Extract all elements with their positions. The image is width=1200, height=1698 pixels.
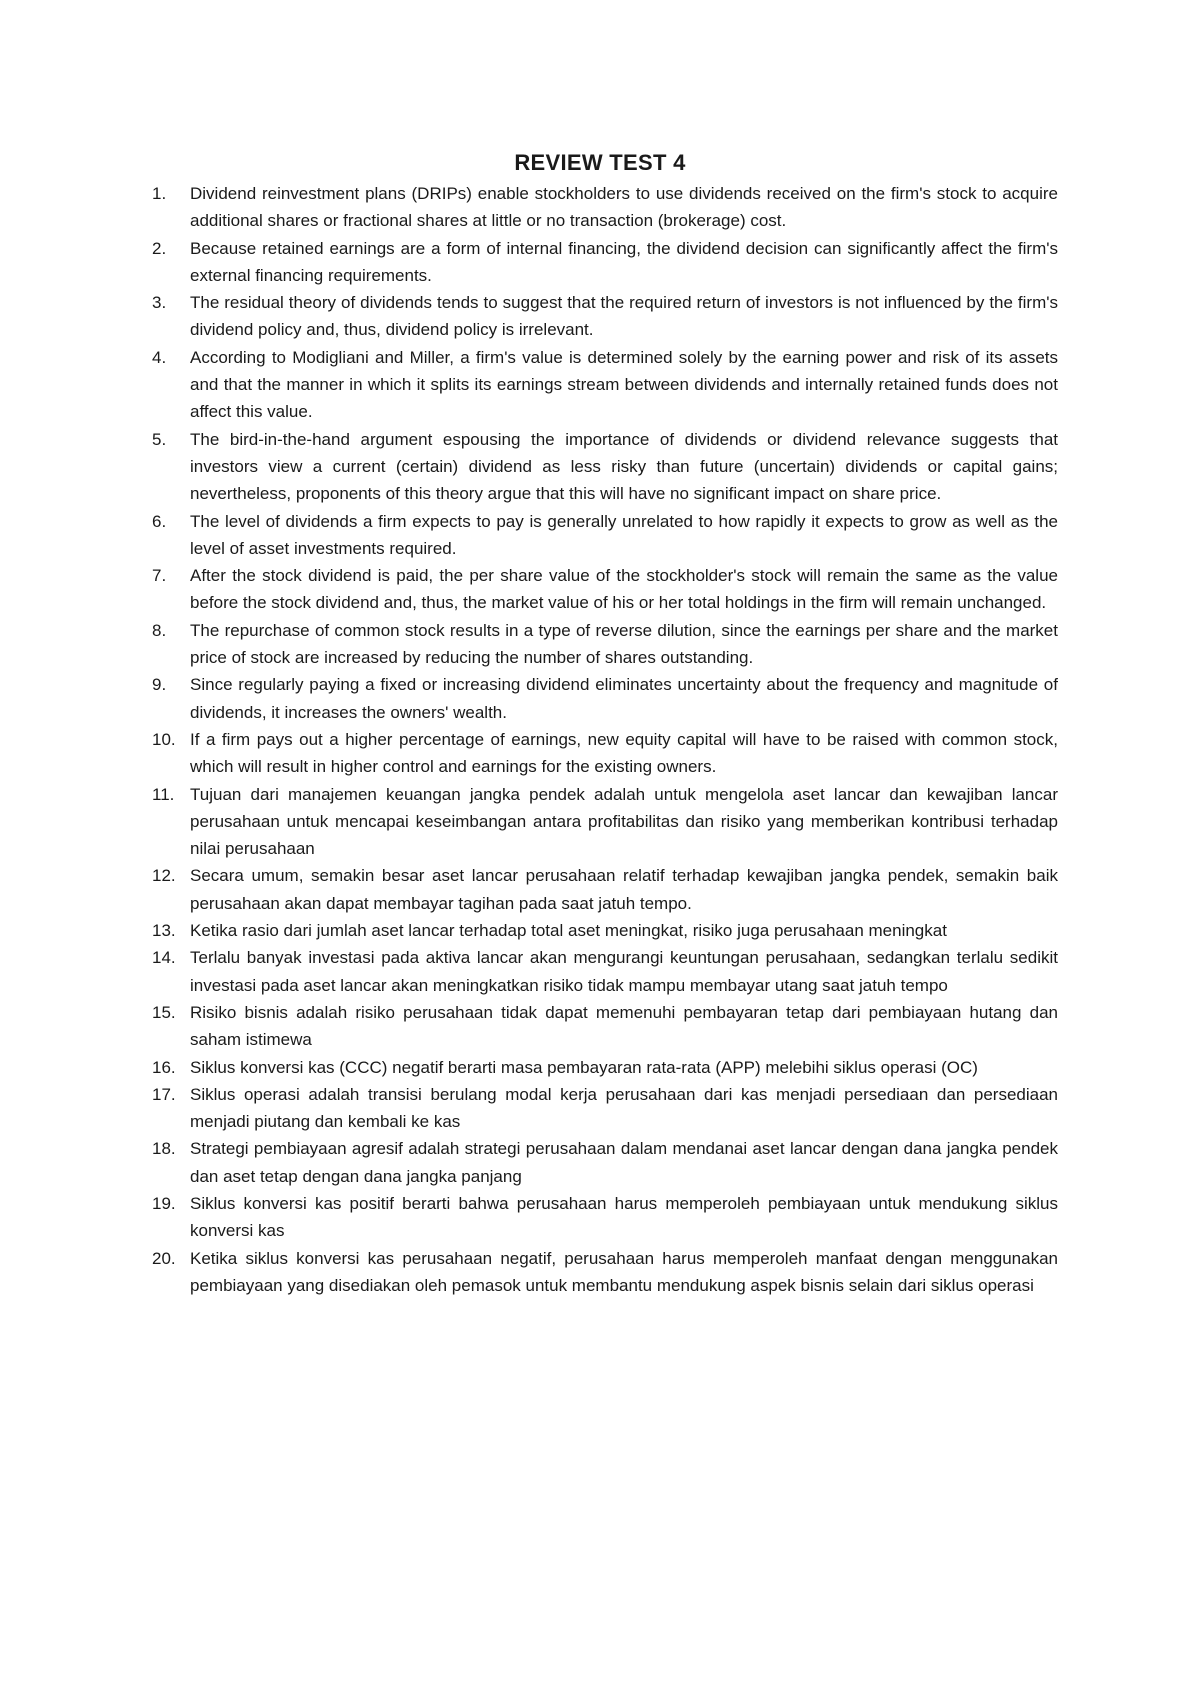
question-number: 19. xyxy=(152,1193,176,1213)
question-item xyxy=(152,289,1058,344)
question-number: 4. xyxy=(152,347,167,367)
question-text: Ketika siklus konversi kas perusahaan negatif, perusahaan harus memperoleh manfaat dengan menggunakan pembiayaan yang disediakan oleh pemasok untuk membantu mendukung aspek bisnis selain dari siklus operasi xyxy=(190,1248,1058,1295)
page-title: REVIEW TEST 4 xyxy=(514,150,686,175)
question-text: Terlalu banyak investasi pada aktiva lancar akan mengurangi keuntungan perusahaan, sedangkan terlalu sedikit investasi pada aset lancar akan meningkatkan risiko tidak mampu membayar utang saat jatuh tempo xyxy=(190,948,1058,995)
question-number: 12. xyxy=(152,866,176,886)
question-item xyxy=(152,617,1058,672)
question-text: If a firm pays out a higher percentage of earnings, new equity capital will have to be raised with common stock, which will result in higher control and earnings for the existing owners. xyxy=(190,729,1058,777)
question-item xyxy=(152,1135,1058,1190)
question-text: The level of dividends a firm expects to pay is generally unrelated to how rapidly it expects to grow as well as the level of asset investments required. xyxy=(190,511,1058,558)
question-number: 9. xyxy=(152,675,167,695)
question-text: Siklus konversi kas (CCC) negatif berarti masa pembayaran rata-rata (APP) melebihi siklus operasi (OC) xyxy=(190,1057,978,1077)
question-text: The residual theory of dividends tends to suggest that the required return of investors is not influenced by the firm's dividend policy and, thus, dividend policy is irrelevant. xyxy=(190,293,1058,340)
question-number: 5. xyxy=(152,429,167,449)
question-item xyxy=(152,862,1058,917)
question-text: Because retained earnings are a form of internal financing, the dividend decision can significantly affect the firm's external financing requirements. xyxy=(190,238,1058,285)
question-item xyxy=(152,426,1058,508)
question-text: Siklus konversi kas positif berarti bahwa perusahaan harus memperoleh pembiayaan untuk mendukung siklus konversi kas xyxy=(190,1193,1058,1241)
question-number: 20. xyxy=(152,1248,176,1268)
question-text: Siklus operasi adalah transisi berulang modal kerja perusahaan dari kas menjadi persediaan dan persediaan menjadi piutang dan kembali ke kas xyxy=(190,1084,1058,1132)
question-item xyxy=(152,508,1058,563)
question-text: According to Modigliani and Miller, a firm's value is determined solely by the earning power and risk of its assets and that the manner in which it splits its earnings stream between dividends and internally retained funds does not affect this value. xyxy=(190,347,1058,422)
question-number: 16. xyxy=(152,1057,176,1077)
question-text: Dividend reinvestment plans (DRIPs) enable stockholders to use dividends received on the firm's stock to acquire additional shares or fractional shares at little or no transaction (brokerage) cost. xyxy=(190,184,1058,231)
question-item xyxy=(152,726,1058,781)
question-text: After the stock dividend is paid, the per share value of the stockholder's stock will remain the same as the value before the stock dividend and, thus, the market value of his or her total holdings in the firm will remain unchanged. xyxy=(190,566,1058,613)
question-number: 17. xyxy=(152,1084,176,1104)
question-item xyxy=(152,1081,1058,1136)
question-number: 6. xyxy=(152,511,167,531)
question-item xyxy=(152,1054,1058,1081)
question-text: Secara umum, semakin besar aset lancar perusahaan relatif terhadap kewajiban jangka pendek, semakin baik perusahaan akan dapat membayar tagihan pada saat jatuh tempo. xyxy=(190,866,1058,913)
question-item xyxy=(152,180,1058,235)
question-number: 1. xyxy=(152,184,167,203)
question-item xyxy=(152,781,1058,863)
question-text: Risiko bisnis adalah risiko perusahaan tidak dapat memenuhi pembayaran tetap dari pembiayaan hutang dan saham istimewa xyxy=(190,1002,1058,1050)
question-number: 3. xyxy=(152,293,167,313)
question-item xyxy=(152,562,1058,617)
question-item xyxy=(152,1245,1058,1300)
question-item xyxy=(152,944,1058,999)
question-number: 15. xyxy=(152,1002,176,1022)
question-text: The repurchase of common stock results in a type of reverse dilution, since the earnings per share and the market price of stock are increased by reducing the number of shares outstanding. xyxy=(190,620,1058,668)
question-text: The bird-in-the-hand argument espousing the importance of dividends or dividend relevance suggests that investors view a current (certain) dividend as less risky than future (uncertain) dividends or capital gains; nevertheless, proponents of this theory argue that this will have no significant impact on share price. xyxy=(190,429,1058,504)
question-text: Since regularly paying a fixed or increasing dividend eliminates uncertainty about the frequency and magnitude of dividends, it increases the owners' wealth. xyxy=(190,675,1058,722)
question-text: Ketika rasio dari jumlah aset lancar terhadap total aset meningkat, risiko juga perusahaan meningkat xyxy=(190,921,947,941)
question-number: 14. xyxy=(152,948,176,968)
question-number: 2. xyxy=(152,238,167,258)
question-item xyxy=(152,999,1058,1054)
question-item xyxy=(152,671,1058,726)
question-number: 13. xyxy=(152,921,176,941)
question-item xyxy=(152,344,1058,426)
question-number: 18. xyxy=(152,1139,176,1159)
question-number: 11. xyxy=(152,784,175,804)
question-text: Tujuan dari manajemen keuangan jangka pendek adalah untuk mengelola aset lancar dan kewajiban lancar perusahaan untuk mencapai keseimbangan antara profitabilitas dan risiko yang memberikan kontribusi terhadap nilai perusahaan xyxy=(190,784,1058,859)
question-list xyxy=(152,180,1058,1299)
question-number: 8. xyxy=(152,620,167,640)
question-number: 10. xyxy=(152,729,176,749)
question-item xyxy=(152,235,1058,290)
question-item xyxy=(152,1190,1058,1245)
question-item xyxy=(152,917,1058,944)
question-number: 7. xyxy=(152,566,167,586)
question-text: Strategi pembiayaan agresif adalah strategi perusahaan dalam mendanai aset lancar dengan dana jangka pendek dan aset tetap dengan dana jangka panjang xyxy=(190,1139,1058,1186)
